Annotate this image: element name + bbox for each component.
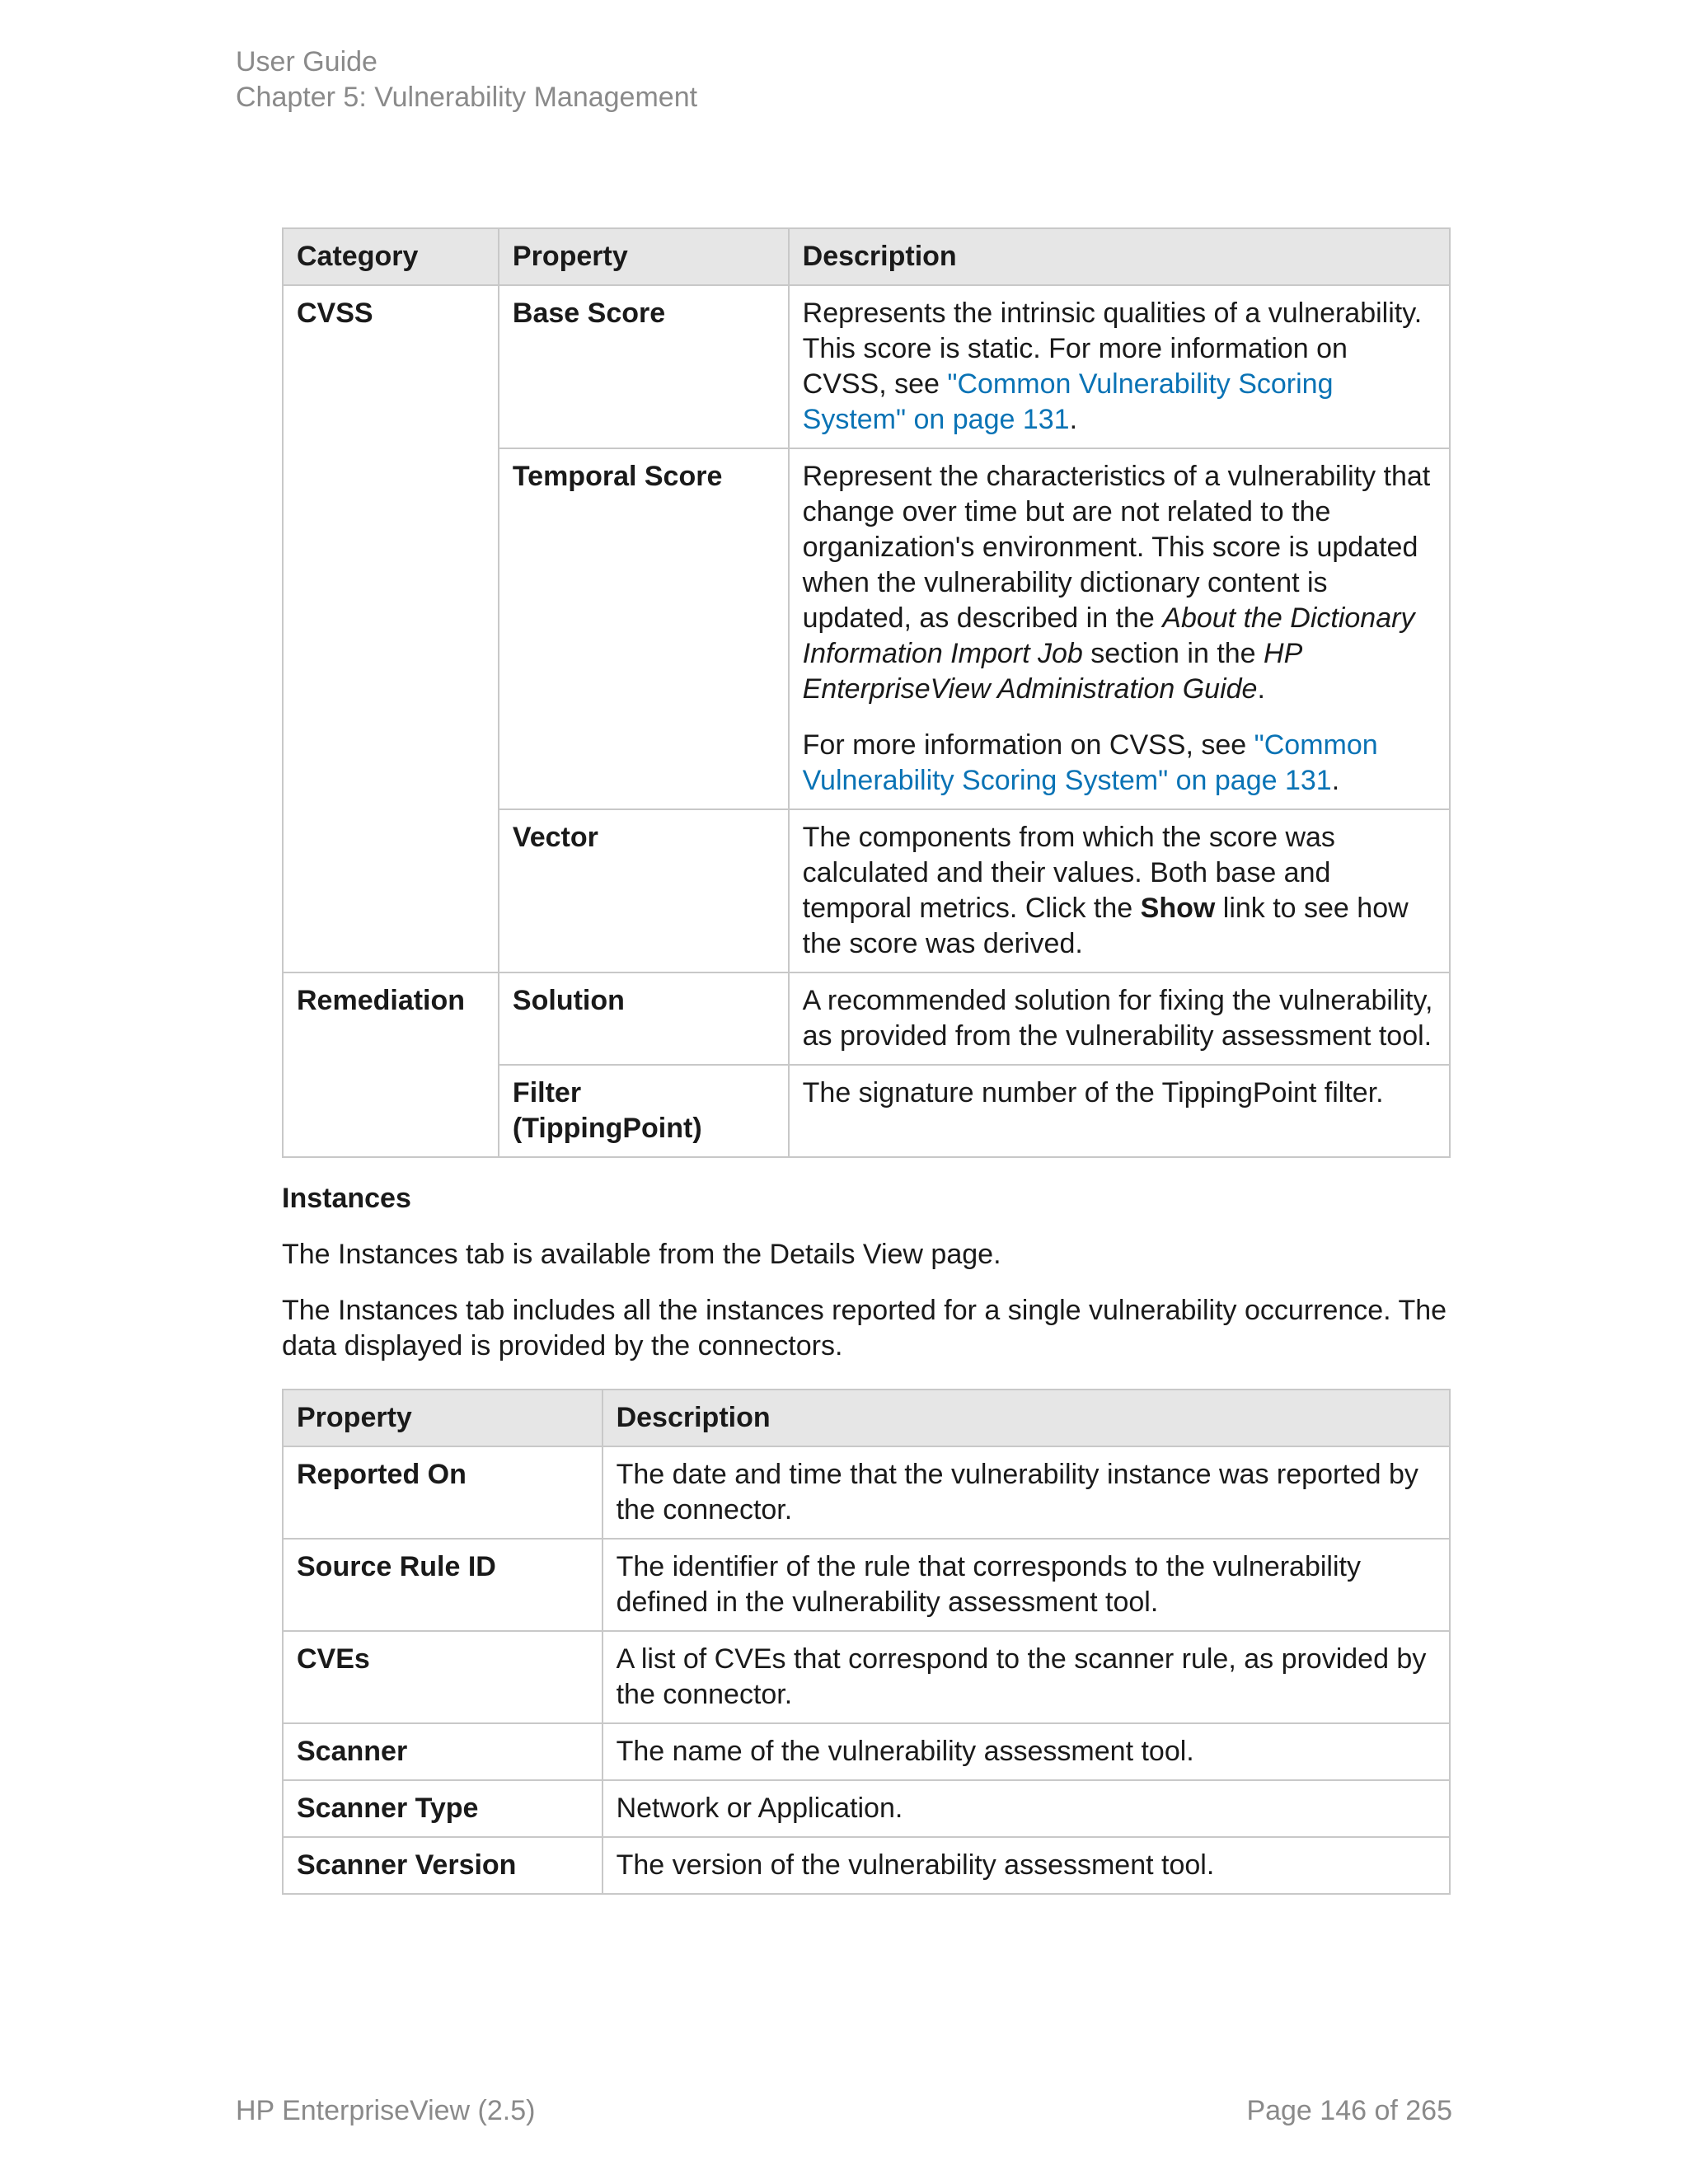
property-cell: Temporal Score: [499, 448, 789, 809]
cvss-link[interactable]: "Common Vulnerability Scoring System" on page 131: [802, 729, 1378, 796]
description-cell: Network or Application.: [603, 1780, 1450, 1837]
description-italic-text: HP EnterpriseView Administration Guide: [802, 638, 1302, 705]
instances-paragraph: The Instances tab is available from the Details View page.: [282, 1239, 1001, 1270]
property-cell: Solution: [499, 972, 789, 1065]
instances-properties-table: [282, 1389, 1451, 1895]
description-cell: The identifier of the rule that corresponds to the vulnerability defined in the vulnerability assessment tool.: [603, 1539, 1450, 1631]
description-text: section in the: [1082, 638, 1264, 669]
footer-product: HP EnterpriseView (2.5): [236, 2095, 536, 2126]
description-text: For more information on CVSS, see: [802, 729, 1254, 761]
description-cell: A recommended solution for fixing the vulnerability, as provided from the vulnerability assessment tool.: [789, 972, 1450, 1065]
property-cell: Scanner Type: [283, 1780, 603, 1837]
column-header-description: Description: [603, 1390, 1450, 1446]
table-row: [283, 1780, 1450, 1837]
column-header-property: Property: [283, 1390, 603, 1446]
table-row: [283, 1723, 1450, 1780]
category-cell-remediation: Remediation: [283, 972, 499, 1157]
table-header-row: [283, 228, 1450, 285]
table-row: [283, 972, 1450, 1065]
property-cell: Base Score: [499, 285, 789, 448]
description-text: link to see how the score was derived.: [802, 893, 1409, 959]
description-cell: [789, 285, 1450, 448]
instances-paragraph: The Instances tab includes all the instances reported for a single vulnerability occurrence. The data displayed is provided by the connectors.: [282, 1295, 1447, 1361]
column-header-description: Description: [789, 228, 1450, 285]
property-cell: Scanner: [283, 1723, 603, 1780]
description-bold-text: Show: [1140, 893, 1216, 924]
property-cell: Filter (TippingPoint): [499, 1065, 789, 1157]
details-properties-table: [282, 227, 1451, 1158]
description-text: .: [1331, 765, 1340, 796]
table-row: [283, 285, 1450, 448]
column-header-property: Property: [499, 228, 789, 285]
property-cell: Scanner Version: [283, 1837, 603, 1894]
column-header-category: Category: [283, 228, 499, 285]
description-cell: [789, 448, 1450, 809]
property-cell: Reported On: [283, 1446, 603, 1539]
description-text: .: [1069, 404, 1078, 435]
description-cell: The name of the vulnerability assessment tool.: [603, 1723, 1450, 1780]
description-cell: The signature number of the TippingPoint filter.: [789, 1065, 1450, 1157]
description-text: Represents the intrinsic qualities of a vulnerability. This score is static. For more information on CVSS, see: [802, 298, 1423, 400]
description-text: Represent the characteristics of a vulnerability that change over time but are not related to the organization's environment. This score is updated when the vulnerability dictionary content is updated, as described in the: [802, 461, 1431, 634]
description-cell: The version of the vulnerability assessment tool.: [603, 1837, 1450, 1894]
description-paragraph: [803, 459, 1436, 707]
description-italic-text: About the Dictionary Information Import Job: [802, 602, 1415, 669]
description-text: The components from which the score was calculated and their values. Both base and temporal metrics. Click the: [802, 822, 1335, 924]
table-header-row: [283, 1390, 1450, 1446]
table-row: [283, 1631, 1450, 1723]
instances-heading: Instances: [282, 1183, 411, 1214]
page-content: [282, 227, 1451, 1895]
description-cell: [789, 809, 1450, 972]
footer-page-number: Page 146 of 265: [1246, 2095, 1452, 2126]
header-doc-title: User Guide: [236, 46, 377, 77]
property-cell: Vector: [499, 809, 789, 972]
cvss-link[interactable]: "Common Vulnerability Scoring System" on page 131: [802, 368, 1334, 435]
table-row: [283, 1446, 1450, 1539]
description-cell: A list of CVEs that correspond to the scanner rule, as provided by the connector.: [603, 1631, 1450, 1723]
description-text: .: [1257, 673, 1265, 705]
table-row: [283, 1837, 1450, 1894]
description-cell: The date and time that the vulnerability instance was reported by the connector.: [603, 1446, 1450, 1539]
page-header: [236, 45, 697, 115]
header-chapter-title: Chapter 5: Vulnerability Management: [236, 82, 698, 113]
description-paragraph: [803, 728, 1436, 799]
category-cell-cvss: CVSS: [283, 285, 499, 972]
property-cell: CVEs: [283, 1631, 603, 1723]
table-row: [283, 1539, 1450, 1631]
property-cell: Source Rule ID: [283, 1539, 603, 1631]
